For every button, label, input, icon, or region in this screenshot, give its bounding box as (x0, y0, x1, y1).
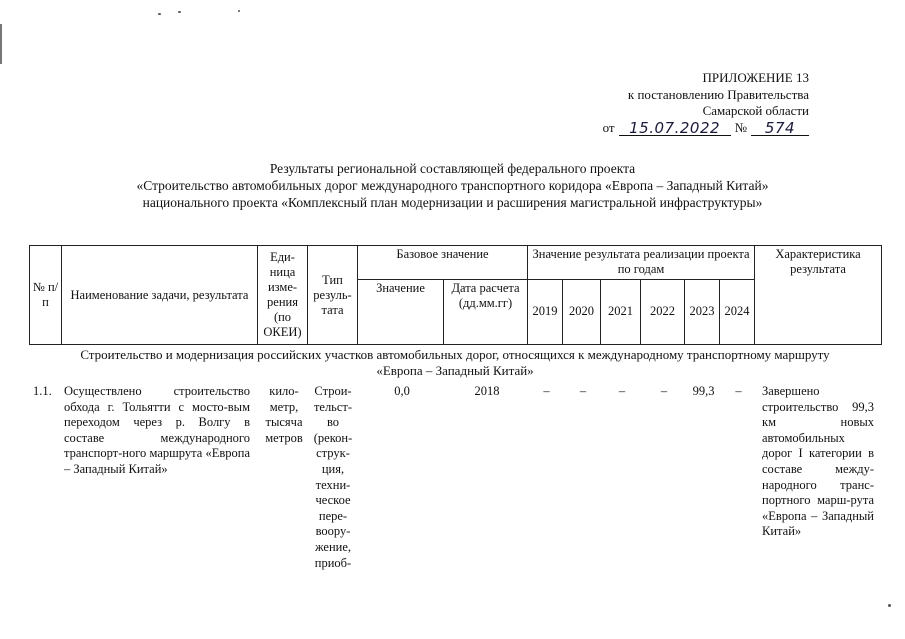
header-year-2019: 2019 (528, 279, 563, 344)
row-base-value: 0,0 (394, 384, 410, 398)
scan-speck (158, 13, 161, 15)
header-type: Тип резуль-тата (308, 246, 358, 345)
header-year-2020: 2020 (563, 279, 601, 344)
scan-speck (178, 11, 181, 13)
section-line-2: «Европа – Западный Китай» (376, 363, 534, 378)
header-unit: Еди-ница изме-рения (по ОКЕИ) (258, 246, 308, 345)
header-base-group: Базовое значение (358, 246, 528, 280)
section-line-1: Строительство и модернизация российских участков автомобильных дорог, относящихся к международному транспортному маршруту (80, 347, 830, 362)
header-years-group: Значение результата реализации проекта по годам (528, 246, 755, 280)
header-year-2024: 2024 (720, 279, 755, 344)
title-line-3: национального проекта «Комплексный план модернизации и расширения магистральной инфраструктуры» (142, 195, 763, 210)
scan-speck (888, 604, 891, 607)
appendix-date-number (603, 120, 809, 137)
handwritten-number: 574 (751, 121, 809, 136)
row-2019: – (543, 384, 550, 398)
row-num: 1.1. (33, 384, 52, 398)
row-2024: – (735, 384, 742, 398)
scan-speck (238, 10, 240, 12)
number-label: № (734, 119, 747, 135)
appendix-line-2: к постановлению Правительства (627, 86, 809, 102)
row-unit: кило-метр, тысяча метров (265, 384, 303, 445)
header-base-value: Значение (358, 279, 444, 344)
header-year-2022: 2022 (641, 279, 685, 344)
results-table-header (29, 245, 882, 345)
appendix-line-3: Самарской области (702, 103, 809, 118)
title-line-2: «Строительство автомобильных дорог международного транспортного коридора «Европа – Западный Китай» (136, 178, 769, 193)
header-year-2023: 2023 (685, 279, 720, 344)
row-name: Осуществлено строительство обхода г. Тольятти с мосто-вым переходом через р. Волгу в составе международного транспорт-ного маршрута «Европа – Западный Китай» (64, 384, 250, 476)
section-title (29, 347, 881, 379)
scan-edge-mark (0, 24, 2, 64)
row-2020: – (579, 384, 587, 398)
appendix-title: ПРИЛОЖЕНИЕ 13 (702, 70, 809, 85)
row-type: Строи-тельст-во (рекон-струк-ция, техни-ческое пере-воору-жение, приоб- (313, 384, 353, 570)
row-characteristic: Завершено строительство 99,3 км новых автомобильных дорог I категории в составе между-народного транс-портного марш-рута «Европа – Западный Китай» (762, 384, 874, 539)
header-base-date: Дата расчета (дд.мм.гг) (444, 279, 528, 344)
row-2021: – (618, 384, 626, 398)
handwritten-date: 15.07.2022 (619, 121, 731, 136)
row-2022: – (660, 384, 668, 398)
title-line-1: Результаты региональной составляющей федерального проекта (269, 161, 636, 176)
from-label: от (602, 119, 615, 135)
header-year-2021: 2021 (601, 279, 641, 344)
header-name: Наименование задачи, результата (62, 246, 258, 345)
header-characteristic: Характеристика результата (755, 246, 882, 345)
document-title (0, 160, 905, 211)
appendix-header (603, 70, 809, 136)
header-num: № п/п (30, 246, 62, 345)
row-base-date: 2018 (474, 384, 500, 398)
row-2023: 99,3 (692, 384, 715, 398)
